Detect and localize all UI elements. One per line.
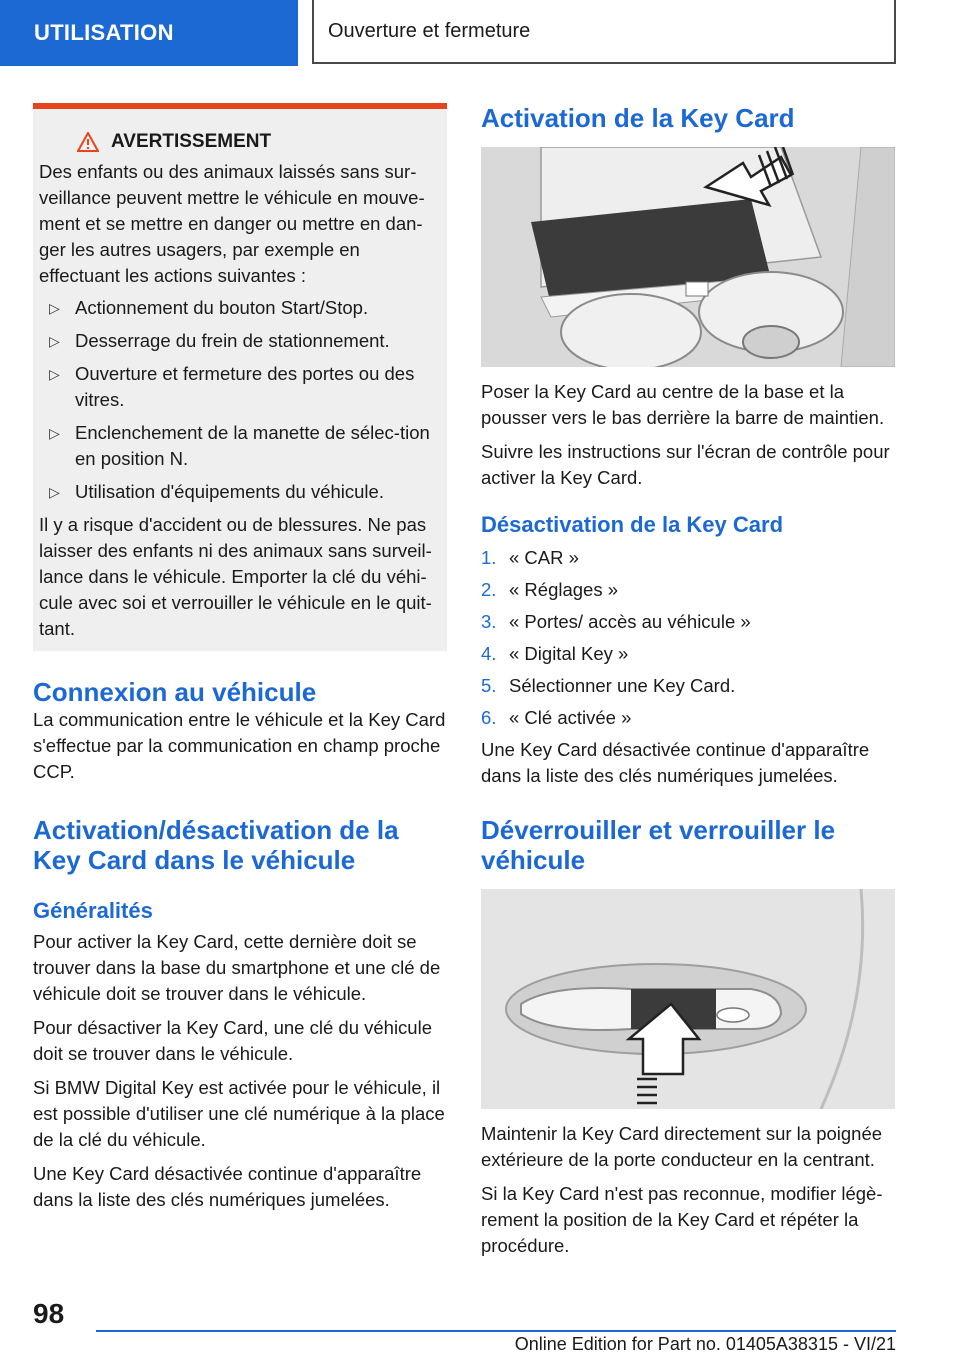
warning-outro: Il y a risque d'accident ou de blessures. Ne pas laisser des enfants ni des animaux sans surveil-lance dans le véhicule. Emporter la clé du véhi-cule avec soi et verrouiller le véhicule en le quit-tant. [39,514,432,639]
section-label: UTILISATION [34,20,174,45]
list-item: 1. « CAR » [481,547,579,568]
bullet-triangle-icon: ▷ [49,333,60,349]
activation-keycard-heading-wrap [481,103,895,133]
deverrouiller-heading-wrap [481,815,895,875]
connexion-heading: Connexion au véhicule [33,677,317,707]
deverrouiller-p1: Maintenir la Key Card directement sur la poignée extérieure de la porte conducteur en la centrant. [481,1123,883,1170]
list-item: 3. « Portes/ accès au véhicule » [481,611,751,632]
list-item: ▷ Utilisation d'équipements du véhicule. [39,479,441,505]
keycard-tray-illustration [481,147,895,367]
list-item: ▷ Desserrage du frein de stationnement. [39,328,441,354]
generalites-p1: Pour activer la Key Card, cette dernière doit se trouver dans la base du smartphone et une clé de véhicule doit se trouver dans le véhicule. [33,931,441,1004]
activation-text [481,379,895,491]
activation-keycard-heading: Activation de la Key Card [481,103,795,133]
deverrouiller-text [481,1121,895,1259]
topic-label: Ouverture et fermeture [328,19,531,42]
deverrouiller-p2: Si la Key Card n'est pas reconnue, modifier légè-rement la position de la Key Card et répéter la procédure. [481,1183,883,1256]
bullet-triangle-icon: ▷ [49,484,60,500]
topic-header [312,0,896,64]
connexion-section [33,677,447,785]
generalites-heading: Généralités [33,898,153,923]
page-number: 98 [33,1298,65,1329]
list-item: 5. Sélectionner une Key Card. [481,675,736,696]
warning-box [33,103,447,651]
connexion-text: La communication entre le véhicule et la Key Card s'effectue par la communication en champ proche CCP. [33,709,446,782]
desactivation-section [481,511,895,789]
generalites-p4: Une Key Card désactivée continue d'apparaître dans la liste des clés numériques jumelées. [33,1163,422,1210]
activation-p2: Suivre les instructions sur l'écran de contrôle pour activer la Key Card. [481,441,890,488]
list-item: ▷ Enclenchement de la manette de sélec-tion en position N. [49,422,430,469]
generalites-p3: Si BMW Digital Key est activée pour le véhicule, il est possible d'utiliser une clé numérique à la place de la clé du véhicule. [33,1077,445,1150]
footer-edition: Online Edition for Part no. 01405A38315 - VI/21 [514,1334,896,1354]
desactivation-steps [481,545,895,731]
footer-divider [96,1330,896,1332]
warning-title: AVERTISSEMENT [111,131,272,152]
bullet-triangle-icon: ▷ [49,425,60,441]
door-handle-illustration [481,889,895,1109]
deverrouiller-heading: Déverrouiller et verrouiller le véhicule [481,815,836,875]
section-tab [0,0,298,66]
list-item: 6. « Clé activée » [481,707,632,728]
list-item: ▷ Ouverture et fermeture des portes ou des vitres. [49,363,415,410]
warning-title-row [81,129,441,155]
activation-desactivation-heading: Activation/désactivation de la Key Card dans le véhicule [33,815,399,875]
list-item: ▷ Actionnement du bouton Start/Stop. [39,295,441,321]
warning-triangle-icon [77,132,99,152]
activation-section [33,815,447,1213]
desactivation-heading: Désactivation de la Key Card [481,512,784,537]
list-item: 2. « Réglages » [481,579,619,600]
bullet-triangle-icon: ▷ [49,366,60,382]
warning-bullet-list [39,295,441,505]
generalites-p2: Pour désactiver la Key Card, une clé du véhicule doit se trouver dans le véhicule. [33,1017,432,1064]
desactivation-note: Une Key Card désactivée continue d'apparaître dans la liste des clés numériques jumelées. [481,739,870,786]
list-item: 4. « Digital Key » [481,643,629,664]
warning-intro: Des enfants ou des animaux laissés sans sur-veillance peuvent mettre le véhicule en mouve-ment et se mettre en danger ou mettre en dan-ger les autres usagers, par exemple en effectuant les actions suivantes : [39,161,425,286]
bullet-triangle-icon: ▷ [49,300,60,316]
activation-p1: Poser la Key Card au centre de la base et la pousser vers le bas derrière la barre de maintien. [481,381,885,428]
